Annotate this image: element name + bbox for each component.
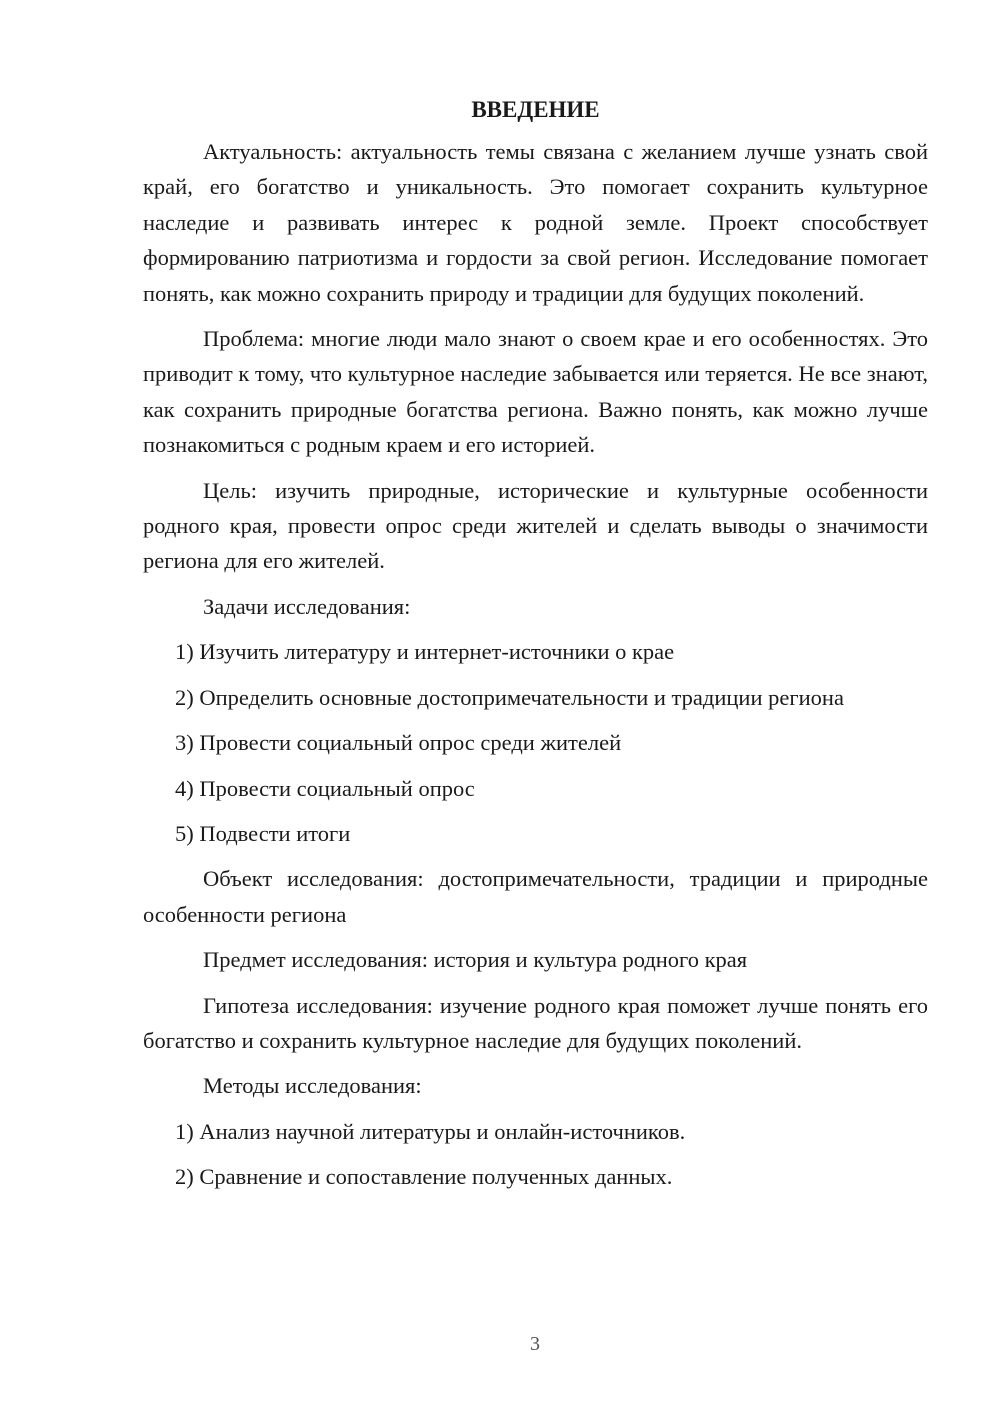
methods-heading: Методы исследования: — [203, 1073, 422, 1099]
task-item: 3) Провести социальный опрос среди жителей — [175, 730, 622, 756]
subject-line: Предмет исследования: история и культура родного края — [203, 947, 748, 973]
goal-paragraph: Цель: изучить природные, исторические и культурные особенности родного края, провести опрос среди жителей и сделать выводы о значимости региона для его жителей. — [143, 477, 928, 574]
relevance-paragraph: Актуальность: актуальность темы связана с желанием лучше узнать свой край, его богатство и уникальность. Это помогает сохранить культурное наследие и развивать интерес к родной земле. Проект способствует формированию патриотизма и гордости за свой регион. Исследование помогает понять, как можно сохранить природу и традиции для будущих поколений. — [143, 139, 928, 306]
page-number: 3 — [530, 1333, 540, 1355]
tasks-heading: Задачи исследования: — [203, 593, 411, 619]
section-title: ВВЕДЕНИЕ — [471, 97, 600, 122]
task-item: 5) Подвести итоги — [175, 820, 351, 846]
task-item: 2) Определить основные достопримечательности и традиции региона — [175, 684, 844, 710]
method-item: 1) Анализ научной литературы и онлайн-источников. — [175, 1118, 686, 1144]
document-page — [143, 92, 928, 1205]
method-item: 2) Сравнение и сопоставление полученных данных. — [175, 1164, 673, 1190]
object-paragraph: Объект исследования: достопримечательности, традиции и природные особенности региона — [143, 866, 928, 927]
task-item: 1) Изучить литературу и интернет-источники о крае — [175, 639, 675, 665]
task-item: 4) Провести социальный опрос — [175, 775, 475, 801]
hypothesis-paragraph: Гипотеза исследования: изучение родного края поможет лучше понять его богатство и сохранить культурное наследие для будущих поколений. — [143, 992, 928, 1053]
problem-paragraph: Проблема: многие люди мало знают о своем крае и его особенностях. Это приводит к тому, что культурное наследие забывается или теряется. Не все знают, как сохранить природные богатства региона. Важно понять, как можно лучше познакомиться с родным краем и его историей. — [143, 326, 928, 458]
